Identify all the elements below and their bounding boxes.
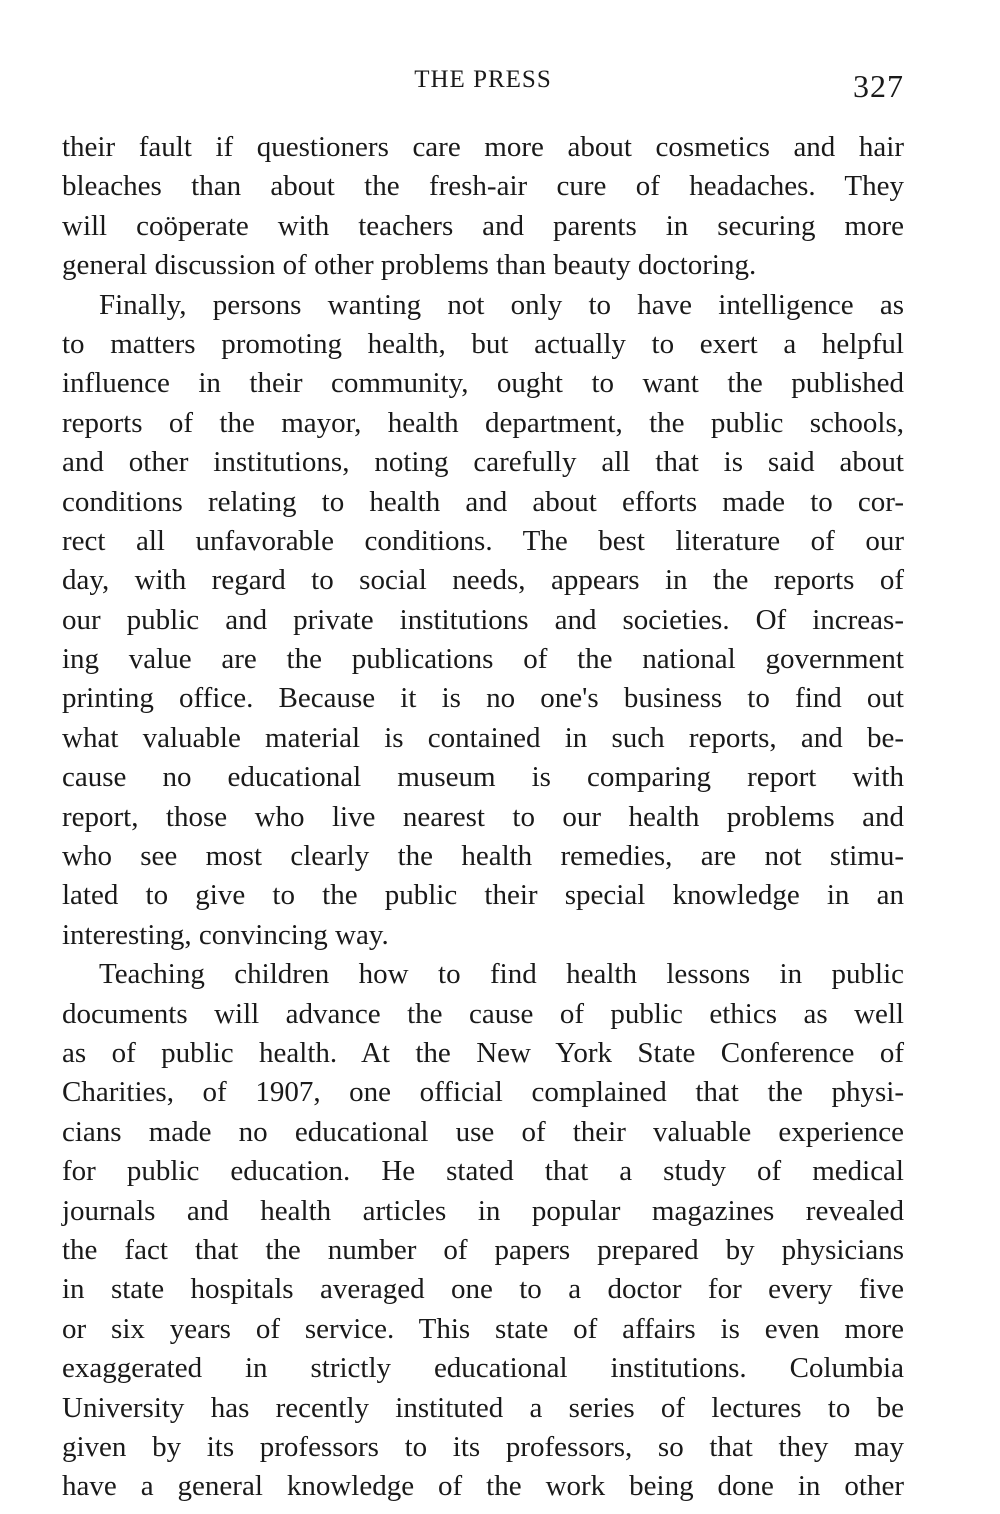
text-line: conditions relating to health and about efforts made to cor- xyxy=(62,485,904,518)
text-line: what valuable material is contained in such reports, and be- xyxy=(62,721,904,754)
text-line: their fault if questioners care more about cosmetics and hair xyxy=(62,131,904,163)
text-line: journals and health articles in popular magazines revealed xyxy=(62,1194,904,1227)
text-line: day, with regard to social needs, appears in the reports of xyxy=(62,564,904,597)
text-line: given by its professors to its professors, so that they may xyxy=(62,1430,904,1463)
running-head: THE PRESS xyxy=(414,66,552,93)
text-line: interesting, convincing way. xyxy=(62,918,389,951)
text-line: bleaches than about the fresh-air cure of headaches. They xyxy=(62,170,904,203)
text-line: to matters promoting health, but actually to exert a helpful xyxy=(62,327,904,360)
body-text xyxy=(62,128,904,1507)
paragraph-3 xyxy=(62,955,904,1506)
paragraph-1 xyxy=(62,128,904,286)
text-line: exaggerated in strictly educational institutions. Columbia xyxy=(62,1352,904,1385)
text-line: who see most clearly the health remedies, are not stimu- xyxy=(62,840,904,873)
text-line: documents will advance the cause of public ethics as well xyxy=(62,997,904,1030)
text-line: lated to give to the public their special knowledge in an xyxy=(62,879,904,912)
page-number: 327 xyxy=(853,68,904,104)
text-line: and other institutions, noting carefully all that is said about xyxy=(62,446,904,479)
text-line: as of public health. At the New York State Conference of xyxy=(62,1036,904,1069)
text-line: general discussion of other problems than beauty doctoring. xyxy=(62,249,757,282)
text-line: rect all unfavorable conditions. The best literature of our xyxy=(62,524,904,557)
text-line: reports of the mayor, health department, the public schools, xyxy=(62,406,904,439)
text-line: report, those who live nearest to our health problems and xyxy=(62,800,904,833)
text-line: Finally, persons wanting not only to have intelligence as xyxy=(99,288,904,321)
text-line: printing office. Because it is no one's business to find out xyxy=(62,682,904,715)
text-line: our public and private institutions and societies. Of increas- xyxy=(62,603,904,636)
text-line: in state hospitals averaged one to a doctor for every five xyxy=(62,1273,904,1306)
text-line: cians made no educational use of their valuable experience xyxy=(62,1115,904,1148)
text-line: Charities, of 1907, one official complained that the physi- xyxy=(62,1076,904,1109)
text-line: or six years of service. This state of affairs is even more xyxy=(62,1312,904,1345)
text-line: the fact that the number of papers prepared by physicians xyxy=(62,1233,904,1266)
text-line: cause no educational museum is comparing report with xyxy=(62,761,904,794)
text-line: will coöperate with teachers and parents in securing more xyxy=(62,209,904,242)
text-line: University has recently instituted a series of lectures to be xyxy=(62,1391,904,1424)
page-header xyxy=(62,62,904,112)
paragraph-2 xyxy=(62,286,904,956)
text-line: Teaching children how to find health lessons in public xyxy=(99,958,904,991)
text-line: influence in their community, ought to want the published xyxy=(62,367,904,400)
text-line: ing value are the publications of the national government xyxy=(62,643,904,676)
text-line: for public education. He stated that a study of medical xyxy=(62,1155,904,1188)
text-line: have a general knowledge of the work being done in other xyxy=(62,1470,904,1503)
